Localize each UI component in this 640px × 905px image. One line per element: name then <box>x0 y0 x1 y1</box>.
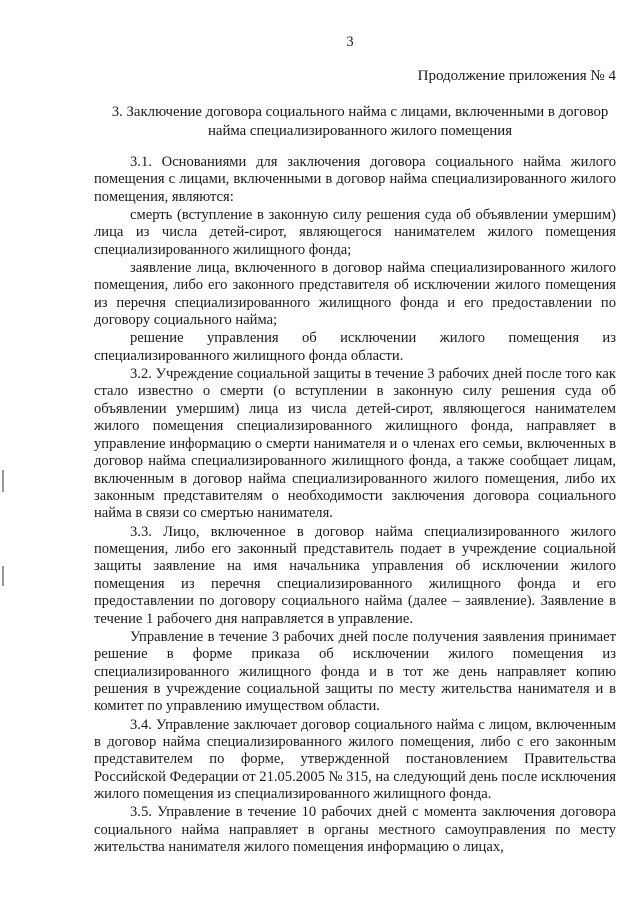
paragraph-3-3-continued: Управление в течение 3 рабочих дней после получения заявления принимает решение в форме приказа об исключении жилого помещения из специализированного жилищного фонда и в тот же день направляет копию решения в учреждение социальной защиты по месту жительства нанимателя и в комитет по управлению имуществом области. <box>94 628 616 715</box>
document-body <box>94 154 616 857</box>
list-item-decision: решение управления об исключении жилого помещения из специализированного жилищного фонда области. <box>94 330 616 364</box>
paragraph-3-4: 3.4. Управление заключает договор социального найма с лицом, включенным в договор найма специализированного жилого помещения, либо с его законным представителем по форме, утвержденной постановлением Правительства Российской Федерации от 21.05.2005 № 315, на следующий день после исключения жилого помещения из специализированного жилищного фонда. <box>94 716 616 803</box>
paragraph-3-2: 3.2. Учреждение социальной защиты в течение 3 рабочих дней после того как стало известно о смерти (о вступлении в законную силу решения суда об объявлении умершим) лица из числа детей-сирот, являющегося нанимателем жилого помещения специализированного жилищного фонда, направляет в управление информацию о смерти нанимателя и о членах его семьи, включенных в договор найма специализированного жилищного фонда, а также сообщает лицам, включенным в договор найма специализированного жилого помещения, либо их законным представителям о необходимости заключения договора социального найма в связи со смертью нанимателя. <box>94 366 616 522</box>
page-number: 3 <box>346 34 354 50</box>
section-title: 3. Заключение договора социального найма с лицами, включенными в договор найма специализированного жилого помещения <box>111 104 609 139</box>
appendix-continuation-note: Продолжение приложения № 4 <box>417 68 616 84</box>
paragraph-3-3: 3.3. Лицо, включенное в договор найма специализированного жилого помещения, либо его законный представитель подает в учреждение социальной защиты заявление на имя начальника управления об исключении жилого помещения из перечня специализированного жилищного фонда и его предоставлении по договору социального найма (далее – заявление). Заявление в течение 1 рабочего дня направляется в управление. <box>94 523 616 627</box>
scan-edge-mark <box>2 566 4 586</box>
scan-edge-mark <box>2 470 4 492</box>
list-item-death: смерть (вступление в законную силу решения суда об объявлении умершим) лица из числа детей-сирот, являющегося нанимателем жилого помещения специализированного жилищного фонда; <box>94 207 616 258</box>
paragraph-3-1: 3.1. Основаниями для заключения договора социального найма жилого помещения с лицами, включенными в договор найма специализированного жилого помещения, являются: <box>94 154 616 205</box>
list-item-application: заявление лица, включенного в договор найма специализированного жилого помещения, либо его законного представителя об исключении жилого помещения из перечня специализированного жилищного фонда и его предоставлении по договору социального найма; <box>94 260 616 329</box>
paragraph-3-5: 3.5. Управление в течение 10 рабочих дней с момента заключения договора социального найма направляет в органы местного самоуправления по месту жительства нанимателя жилого помещения информацию о лицах, <box>94 804 616 856</box>
